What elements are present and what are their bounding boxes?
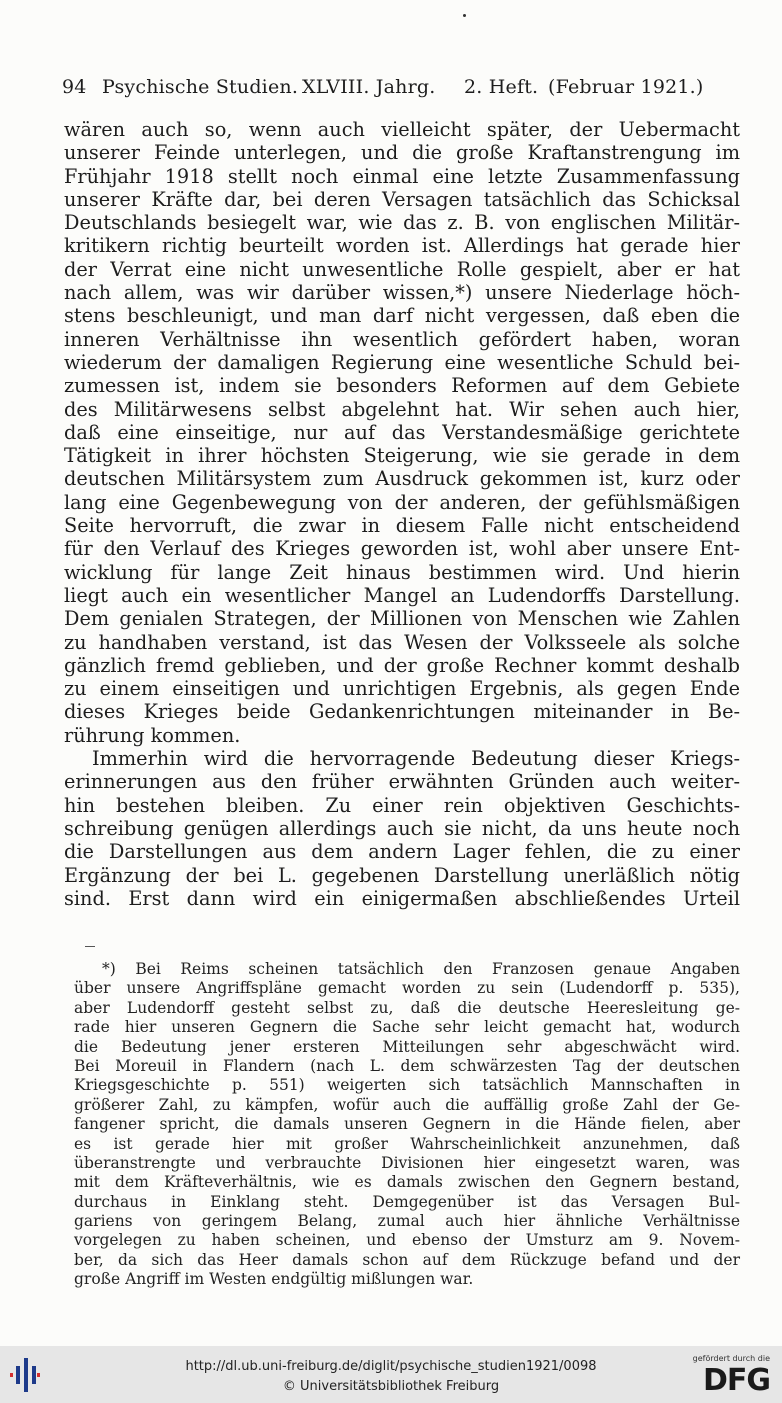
text-line: Tätigkeit in ihrer höchsten Steigerung, wie sie gerade in dem (64, 444, 740, 468)
copyright-text: © Universitätsbibliothek Freiburg (282, 1379, 500, 1394)
text-line: zumessen ist, indem sie besonders Reformen auf dem Gebiete (64, 374, 740, 398)
text-line: hin bestehen bleiben. Zu einer rein objektiven Geschichts- (64, 793, 740, 817)
text-line: kritikern richtig beurteilt worden ist. Allerdings hat gerade hier (64, 234, 740, 258)
text-line: gänzlich fremd geblieben, und der große Rechner kommt deshalb (64, 653, 740, 677)
footnote-line: größerer Zahl, zu kämpfen, wofür auch die auffällig große Zahl der Ge- (74, 1095, 740, 1114)
text-line: wären auch so, wenn auch vielleicht später, der Uebermacht (64, 118, 740, 141)
text-line: wicklung für lange Zeit hinaus bestimmen wird. Und hierin (64, 560, 740, 584)
text-line: Frühjahr 1918 stellt noch einmal eine letzte Zusammenfassung (64, 164, 740, 188)
footnote-line: die Bedeutung jener ersteren Mitteilungen sehr abgeschwächt wird. (74, 1037, 740, 1056)
source-url-link[interactable]: http://dl.ub.uni-freiburg.de/diglit/psychische_studien1921/0098 (185, 1359, 597, 1374)
footnote-line: große Angriff im Westen endgültig mißlungen war. (74, 1270, 474, 1289)
footnote-line: *) Bei Reims scheinen tatsächlich den Franzosen genaue Angaben (102, 960, 740, 978)
text-line: sind. Erst dann wird ein einigermaßen abschließendes Urteil (64, 886, 740, 910)
footnote-line: ber, da sich das Heer damals schon auf dem Rückzuge befand und der (74, 1250, 740, 1269)
text-line: zu einem einseitigen und unrichtigen Ergebnis, als gegen Ende (64, 677, 740, 701)
text-line: wiederum der damaligen Regierung eine wesentliche Schuld bei- (64, 350, 740, 374)
text-line: zu handhaben verstand, ist das Wesen der Volksseele als solche (64, 630, 740, 654)
footnote-block (74, 960, 740, 1290)
footnote-line: Kriegsgeschichte p. 551) weigerten sich tatsächlich Mannschaften in (74, 1076, 740, 1095)
text-line: des Militärwesens selbst abgelehnt hat. Wir sehen auch hier, (64, 397, 740, 421)
text-line: Dem genialen Strategen, der Millionen von Menschen wie Zahlen (64, 607, 740, 631)
footnote-line: rade hier unseren Gegnern die Sache sehr leicht gemacht hat, wodurch (74, 1018, 740, 1037)
text-line: Deutschlands besiegelt war, wie das z. B. von englischen Militär- (64, 211, 740, 235)
footnote-line: mit dem Kräfteverhältnis, wie es damals zwischen den Gegnern bestand, (74, 1173, 740, 1192)
text-line: lang eine Gegenbewegung von der anderen, der gefühlsmäßigen (64, 490, 740, 514)
text-line: unserer Feinde unterlegen, und die große Kraftanstrengung im (64, 141, 740, 165)
footnote-line: durchaus in Einklang steht. Demgegenüber ist das Versagen Bul- (74, 1192, 740, 1211)
text-line: der Verrat eine nicht unwesentliche Rolle gespielt, aber er hat (64, 257, 740, 281)
volume-label: XLVIII. Jahrg. (302, 76, 436, 98)
text-line: stens beschleunigt, und man darf nicht vergessen, daß eben die (64, 304, 740, 328)
footnote-line: überanstrengte und verbrauchte Divisionen hier eingesetzt waren, was (74, 1153, 740, 1172)
text-line: die Darstellungen aus dem andern Lager fehlen, die zu einer (64, 840, 740, 864)
text-line: erinnerungen aus den früher erwähnten Gründen auch weiter- (64, 770, 740, 794)
scan-speck (463, 14, 466, 17)
page-number: 94 (62, 76, 87, 98)
dfg-funding-label: gefördert durch die (692, 1354, 770, 1363)
text-line: daß eine einseitige, nur auf das Verstandesmäßige gerichtete (64, 420, 740, 444)
text-line: unserer Kräfte dar, bei deren Versagen tatsächlich das Schicksal (64, 187, 740, 211)
main-text (64, 118, 740, 910)
text-line: Immerhin wird die hervorragende Bedeutung dieser Kriegs- (92, 747, 740, 771)
text-line: dieses Krieges beide Gedankenrichtungen miteinander in Be- (64, 700, 740, 724)
footnote-line: Bei Moreuil in Flandern (nach L. dem schwärzesten Tag der deutschen (74, 1056, 740, 1075)
text-line: deutschen Militärsystem zum Ausdruck gekommen ist, kurz oder (64, 467, 740, 491)
footnote-line: es ist gerade hier mit großer Wahrscheinlichkeit anzunehmen, daß (74, 1134, 740, 1153)
text-line: inneren Verhältnisse ihn wesentlich gefördert haben, woran (64, 327, 740, 351)
footnote-line: vorgelegen zu haben scheinen, und ebenso der Umsturz am 9. Novem- (74, 1231, 740, 1250)
issue-date: (Februar 1921.) (548, 76, 704, 98)
dfg-logo: DFG (702, 1363, 770, 1398)
footnote-line: über unsere Angriffspläne gemacht worden zu sein (Ludendorff p. 535), (74, 979, 740, 998)
text-line: schreibung genügen allerdings auch sie nicht, da uns heute noch (64, 816, 740, 840)
journal-title: Psychische Studien. (102, 76, 299, 98)
text-line: Seite hervorruft, die zwar in diesem Falle nicht entscheidend (64, 514, 740, 538)
text-line: nach allem, was wir darüber wissen,*) unsere Niederlage höch- (64, 281, 740, 305)
text-line: Ergänzung der bei L. gegebenen Darstellung unerläßlich nötig (64, 863, 740, 887)
issue-label: 2. Heft. (464, 76, 539, 98)
text-line: liegt auch ein wesentlicher Mangel an Ludendorffs Darstellung. (64, 583, 740, 607)
footnote-line: aber Ludendorff gesteht selbst zu, daß die deutsche Heeresleitung ge- (74, 998, 740, 1017)
viewer-footer (0, 1346, 782, 1403)
text-line: rührung kommen. (64, 723, 241, 747)
footnote-line: gariens von geringem Belang, zumal auch hier ähnliche Verhältnisse (74, 1212, 740, 1231)
footnote-line: fangener spricht, die damals unseren Gegnern in die Hände fielen, aber (74, 1115, 740, 1134)
running-header (62, 76, 702, 102)
footnote-rule (85, 946, 95, 947)
text-line: für den Verlauf des Krieges geworden ist, wohl aber unsere Ent- (64, 537, 740, 561)
